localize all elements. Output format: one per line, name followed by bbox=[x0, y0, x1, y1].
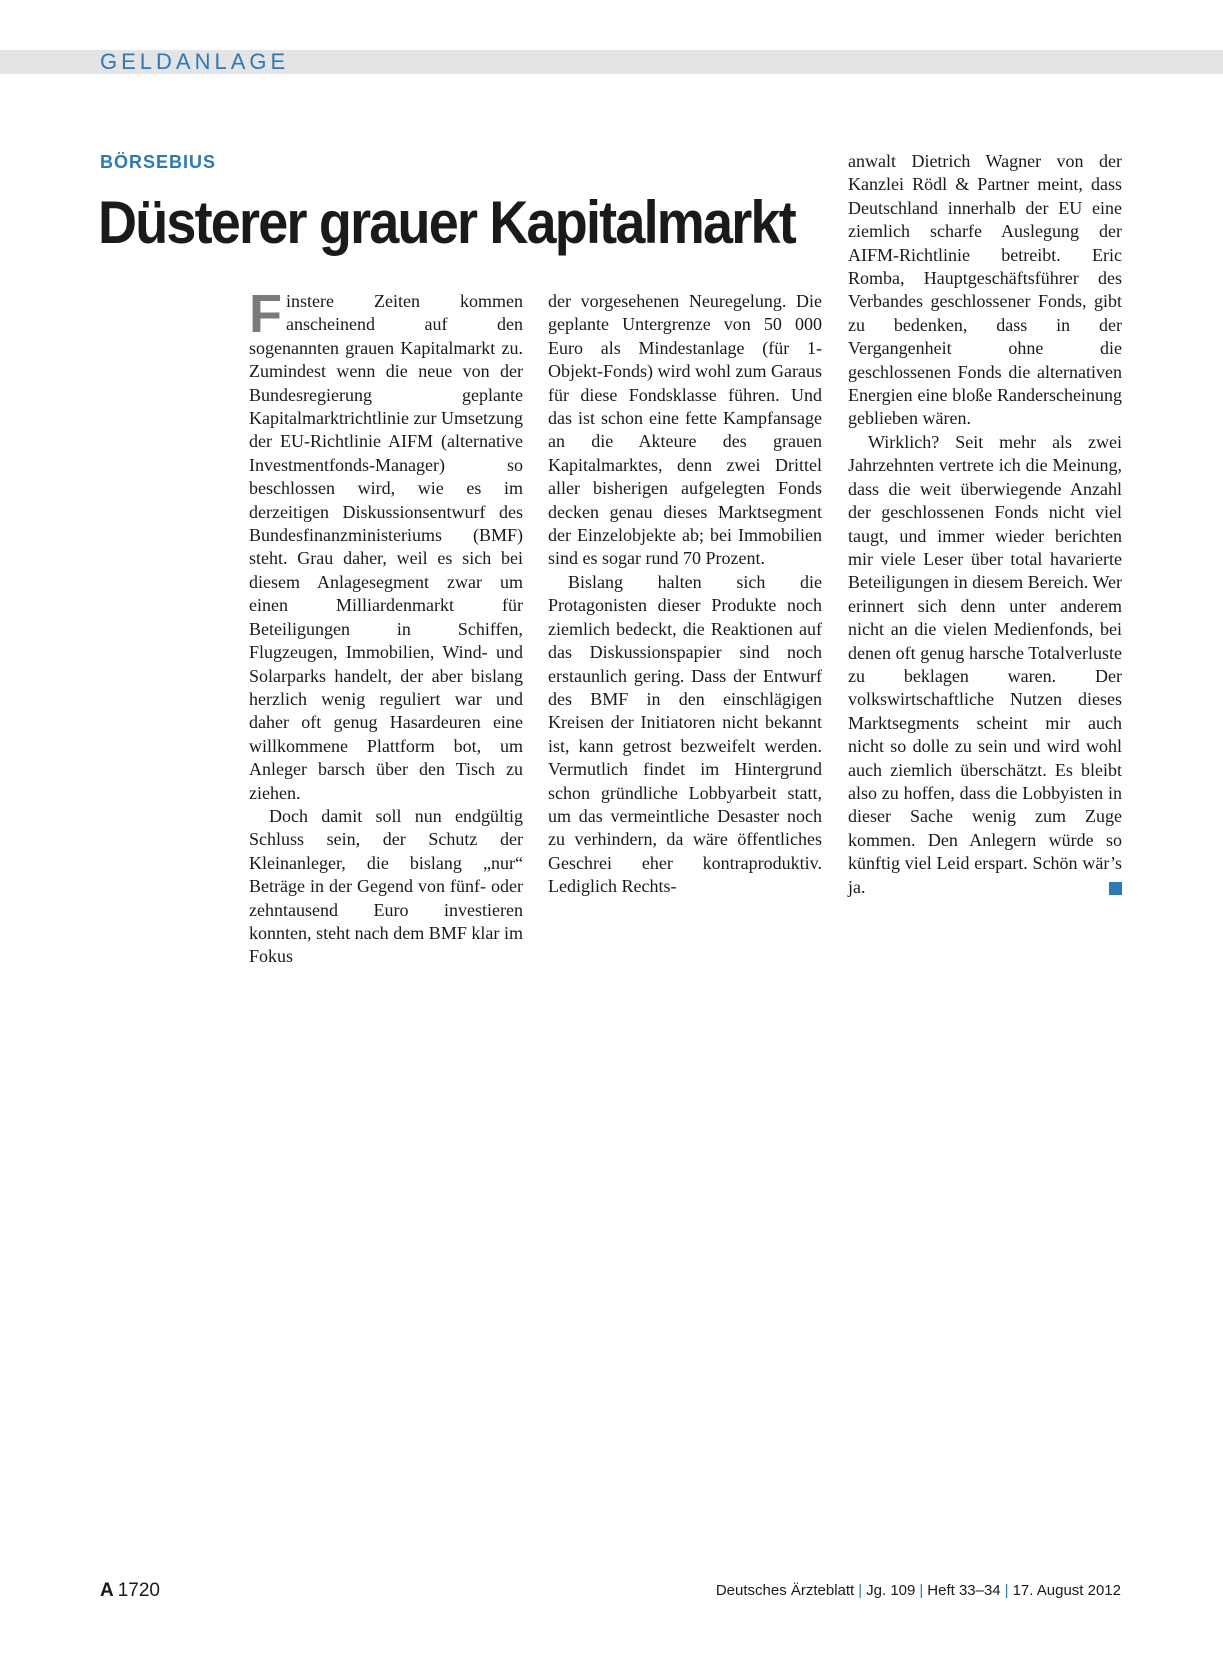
page-number-value: 1720 bbox=[117, 1580, 161, 1601]
page-number bbox=[100, 1580, 160, 1602]
journal-date: 17. August 2012 bbox=[1012, 1582, 1121, 1599]
separator: | bbox=[1004, 1582, 1009, 1599]
section-label: GELDANLAGE bbox=[100, 49, 290, 74]
separator: | bbox=[919, 1582, 924, 1599]
paragraph: Doch damit soll nun endgültig Schluss sein, der Schutz der Kleinanleger, die bislang „nur“ Beträge in der Gegend von fünf- oder zehntausend Euro investieren konnten, steht nach dem BMF klar im Fokus bbox=[249, 805, 523, 967]
drop-cap: F bbox=[249, 284, 282, 344]
separator: | bbox=[858, 1582, 863, 1599]
paragraph: Bislang halten sich die Protagonisten dieser Produkte noch ziemlich bedeckt, die Reaktionen auf das Diskussionspapier sind noch erstaunlich gering. Dass der Entwurf des BMF in den einschlägigen Kreisen der Initiatoren nicht bekannt ist, kann getrost bezweifelt werden. Vermutlich findet im Hintergrund schon gründliche Lobbyarbeit statt, um das vermeintliche Desaster noch zu verhindern, da wäre öffentliches Geschrei eher kontraproduktiv. Lediglich Rechts- bbox=[548, 571, 822, 897]
text-column-2 bbox=[548, 290, 822, 899]
paragraph: der vorgesehenen Neuregelung. Die geplante Untergrenze von 50 000 Euro als Mindestanlage (für 1-Objekt-Fonds) wird wohl zum Garaus für diese Fondsklasse führen. Und das ist schon eine fette Kampfansage an die Akteure des grauen Kapitalmarktes, denn zwei Drittel aller bisherigen aufgelegten Fonds decken genau dieses Marktsegment der Einzelobjekte ab; bei Immobilien sind es sogar rund 70 Prozent. bbox=[548, 291, 822, 569]
paragraph: anwalt Dietrich Wagner von der Kanzlei Rödl & Partner meint, dass Deutschland innerhalb der EU eine ziemlich scharfe Auslegung der AIFM-Richtlinie betreibt. Eric Romba, Hauptgeschäftsführer des Verbandes geschlossener Fonds, gibt zu bedenken, dass in der Vergangenheit ohne die geschlossenen Fonds die alternativen Energien eine bloße Randerscheinung geblieben wären. bbox=[848, 151, 1122, 429]
article-title: Düsterer grauer Kapitalmarkt bbox=[98, 189, 795, 256]
text-column-3 bbox=[848, 150, 1122, 899]
paragraph-text: Wirklich? Seit mehr als zwei Jahrzehnten vertrete ich die Meinung, dass die weit überwiegende Anzahl der geschlossenen Fonds nicht viel taugt, und immer wieder berichten mir viele Leser über total havarierte Beteiligungen in diesem Bereich. Wer erinnert sich denn unter anderem nicht an die vielen Medienfonds, bei denen oft genug harsche Totalverluste zu beklagen waren. Der volkswirtschaftliche Nutzen dieses Marktsegments scheint mir auch nicht so dolle zu sein und wird wohl auch ziemlich überschätzt. Es bleibt also zu hoffen, dass die Lobbyisten in dieser Sache wenig zum Zuge kommen. Den Anlegern würde so künftig viel Leid erspart. Schön wär’s ja. bbox=[848, 431, 1122, 897]
paragraph bbox=[249, 284, 523, 805]
end-of-article-icon bbox=[1109, 882, 1122, 895]
journal-name: Deutsches Ärzteblatt bbox=[715, 1582, 855, 1599]
paragraph bbox=[848, 431, 1122, 899]
article-kicker: BÖRSEBIUS bbox=[100, 152, 217, 172]
text-column-1 bbox=[249, 284, 523, 969]
journal-volume: Jg. 109 bbox=[866, 1582, 916, 1599]
page-prefix: A bbox=[100, 1580, 114, 1601]
journal-footer bbox=[716, 1582, 1121, 1599]
journal-issue: Heft 33–34 bbox=[927, 1582, 1001, 1599]
paragraph-text: instere Zeiten kommen anscheinend auf den sogenannten grauen Kapitalmarkt zu. Zumindest wenn die neue von der Bundesregierung geplante Kapitalmarktrichtlinie zur Umsetzung der EU-Richtlinie AIFM (alternative Investmentfonds-Manager) so beschlossen wird, wie es im derzeitigen Diskussionsentwurf des Bundesfinanzministeriums (BMF) steht. Grau daher, weil es sich bei diesem Anlagesegment zwar um einen Milliardenmarkt für Beteiligungen in Schiffen, Flugzeugen, Immobilien, Wind- und Solarparks handelt, der aber bislang herzlich wenig reguliert war und daher oft genug Hasardeuren eine willkommene Plattform bot, um Anleger barsch über den Tisch zu ziehen. bbox=[249, 291, 523, 803]
